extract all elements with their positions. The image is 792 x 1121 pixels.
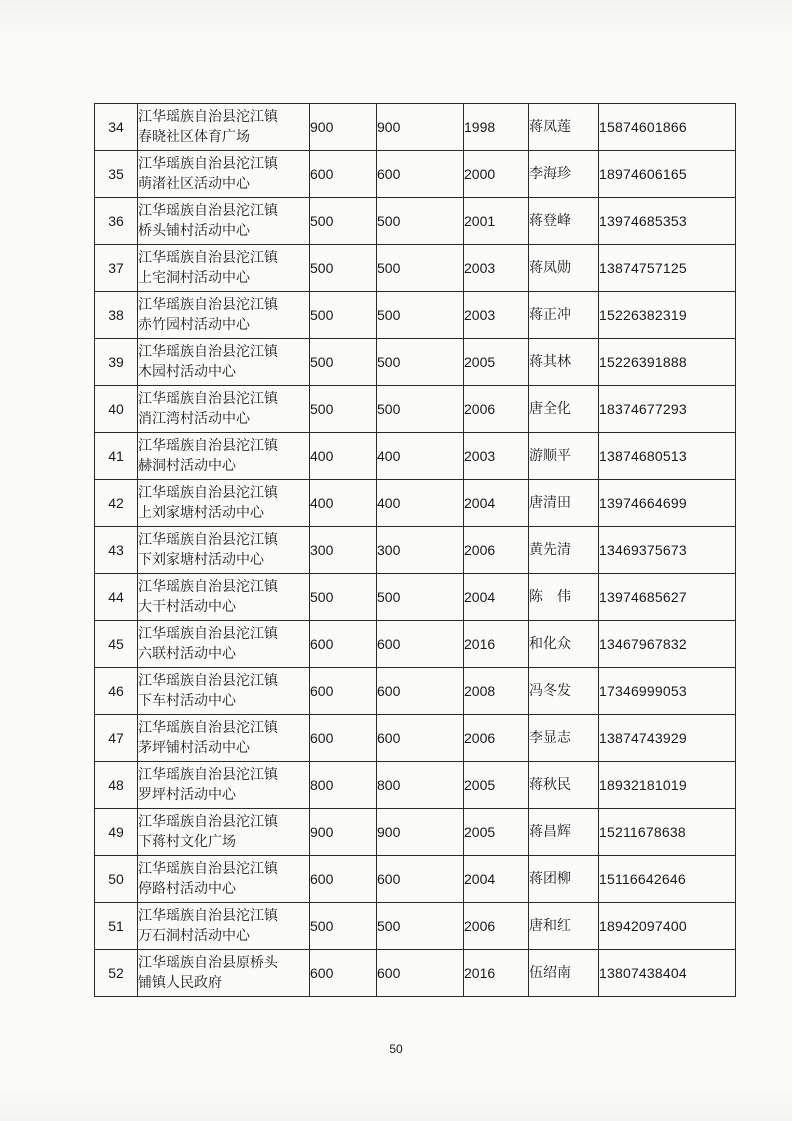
- value-1-cell: 300: [310, 527, 377, 574]
- facility-name-cell: [138, 104, 310, 151]
- row-number-cell: 50: [95, 856, 138, 903]
- row-number-cell: 45: [95, 621, 138, 668]
- value-1-cell: 600: [310, 621, 377, 668]
- value-1-cell: 900: [310, 104, 377, 151]
- contact-person-cell: 蒋正冲: [529, 292, 599, 339]
- value-2-cell: 400: [377, 433, 464, 480]
- year-cell: 2003: [464, 292, 529, 339]
- year-cell: 1998: [464, 104, 529, 151]
- row-number-cell: 40: [95, 386, 138, 433]
- facility-name-line-2: 铺镇人民政府: [138, 975, 222, 991]
- table-row: [95, 527, 736, 574]
- table-row: [95, 715, 736, 762]
- phone-cell: 17346999053: [599, 668, 736, 715]
- facility-name-line-2: 春晓社区体育广场: [138, 129, 250, 145]
- row-number-cell: 36: [95, 198, 138, 245]
- facility-name-cell: [138, 433, 310, 480]
- facility-name-line-1: 江华瑶族自治县原桥头: [138, 955, 278, 971]
- value-2-cell: 600: [377, 621, 464, 668]
- facility-name-line-1: 江华瑶族自治县沱江镇: [138, 109, 278, 125]
- contact-person-cell: 黄先清: [529, 527, 599, 574]
- phone-cell: 13874757125: [599, 245, 736, 292]
- value-1-cell: 800: [310, 762, 377, 809]
- value-2-cell: 600: [377, 151, 464, 198]
- phone-cell: 13974664699: [599, 480, 736, 527]
- value-1-cell: 400: [310, 480, 377, 527]
- value-2-cell: 400: [377, 480, 464, 527]
- row-number-cell: 44: [95, 574, 138, 621]
- phone-cell: 13874680513: [599, 433, 736, 480]
- facility-name-cell: [138, 621, 310, 668]
- row-number-cell: 51: [95, 903, 138, 950]
- table-row: [95, 950, 736, 997]
- phone-cell: 18932181019: [599, 762, 736, 809]
- value-1-cell: 500: [310, 198, 377, 245]
- facility-name-line-2: 万石洞村活动中心: [138, 928, 250, 944]
- page-number: 50: [389, 1042, 403, 1056]
- table-row: [95, 903, 736, 950]
- value-1-cell: 500: [310, 339, 377, 386]
- row-number-cell: 34: [95, 104, 138, 151]
- facility-name-cell: [138, 527, 310, 574]
- table-row: [95, 104, 736, 151]
- year-cell: 2001: [464, 198, 529, 245]
- table-row: [95, 292, 736, 339]
- facility-name-line-2: 停路村活动中心: [138, 881, 236, 897]
- phone-cell: 13974685627: [599, 574, 736, 621]
- value-2-cell: 600: [377, 715, 464, 762]
- row-number-cell: 47: [95, 715, 138, 762]
- value-1-cell: 900: [310, 809, 377, 856]
- contact-person-cell: 陈 伟: [529, 574, 599, 621]
- facility-name-line-2: 罗坪村活动中心: [138, 787, 236, 803]
- row-number-cell: 48: [95, 762, 138, 809]
- facility-name-cell: [138, 480, 310, 527]
- facility-name-cell: [138, 151, 310, 198]
- facility-name-cell: [138, 668, 310, 715]
- facility-name-line-1: 江华瑶族自治县沱江镇: [138, 344, 278, 360]
- value-2-cell: 500: [377, 386, 464, 433]
- contact-person-cell: 冯冬发: [529, 668, 599, 715]
- facility-name-cell: [138, 339, 310, 386]
- year-cell: 2016: [464, 950, 529, 997]
- value-2-cell: 600: [377, 856, 464, 903]
- facility-name-line-2: 上刘家塘村活动中心: [138, 505, 264, 521]
- facility-name-cell: [138, 245, 310, 292]
- table-row: [95, 856, 736, 903]
- table-row: [95, 480, 736, 527]
- phone-cell: 13874743929: [599, 715, 736, 762]
- year-cell: 2008: [464, 668, 529, 715]
- table-row: [95, 339, 736, 386]
- facility-name-line-2: 上宅洞村活动中心: [138, 270, 250, 286]
- table-row: [95, 621, 736, 668]
- contact-person-cell: 蒋凤莲: [529, 104, 599, 151]
- value-2-cell: 500: [377, 198, 464, 245]
- year-cell: 2004: [464, 480, 529, 527]
- value-2-cell: 300: [377, 527, 464, 574]
- facility-name-line-2: 下车村活动中心: [138, 693, 236, 709]
- table-row: [95, 198, 736, 245]
- value-1-cell: 600: [310, 715, 377, 762]
- facility-name-line-1: 江华瑶族自治县沱江镇: [138, 579, 278, 595]
- year-cell: 2004: [464, 574, 529, 621]
- table-row: [95, 574, 736, 621]
- facility-name-line-2: 六联村活动中心: [138, 646, 236, 662]
- value-1-cell: 600: [310, 151, 377, 198]
- facility-name-cell: [138, 903, 310, 950]
- phone-cell: 15211678638: [599, 809, 736, 856]
- value-2-cell: 600: [377, 668, 464, 715]
- value-1-cell: 600: [310, 668, 377, 715]
- row-number-cell: 37: [95, 245, 138, 292]
- phone-cell: 13467967832: [599, 621, 736, 668]
- row-number-cell: 41: [95, 433, 138, 480]
- value-2-cell: 500: [377, 339, 464, 386]
- table-row: [95, 762, 736, 809]
- row-number-cell: 46: [95, 668, 138, 715]
- facility-name-line-1: 江华瑶族自治县沱江镇: [138, 908, 278, 924]
- year-cell: 2006: [464, 903, 529, 950]
- phone-cell: 18974606165: [599, 151, 736, 198]
- contact-person-cell: 蒋昌辉: [529, 809, 599, 856]
- facility-name-line-1: 江华瑶族自治县沱江镇: [138, 720, 278, 736]
- phone-cell: 15226382319: [599, 292, 736, 339]
- facility-name-line-2: 赤竹园村活动中心: [138, 317, 250, 333]
- value-2-cell: 900: [377, 104, 464, 151]
- row-number-cell: 38: [95, 292, 138, 339]
- contact-person-cell: 和化众: [529, 621, 599, 668]
- facility-name-line-2: 木园村活动中心: [138, 364, 236, 380]
- contact-person-cell: 蒋凤勋: [529, 245, 599, 292]
- year-cell: 2016: [464, 621, 529, 668]
- facility-name-line-1: 江华瑶族自治县沱江镇: [138, 673, 278, 689]
- facility-name-line-2: 大干村活动中心: [138, 599, 236, 615]
- facility-name-line-2: 消江湾村活动中心: [138, 411, 250, 427]
- facility-name-line-1: 江华瑶族自治县沱江镇: [138, 391, 278, 407]
- contact-person-cell: 蒋登峰: [529, 198, 599, 245]
- facility-table: [94, 103, 736, 997]
- value-2-cell: 500: [377, 292, 464, 339]
- table-row: [95, 668, 736, 715]
- row-number-cell: 42: [95, 480, 138, 527]
- table-body: [95, 104, 736, 997]
- facility-name-cell: [138, 762, 310, 809]
- facility-name-line-1: 江华瑶族自治县沱江镇: [138, 485, 278, 501]
- year-cell: 2000: [464, 151, 529, 198]
- value-1-cell: 600: [310, 856, 377, 903]
- year-cell: 2005: [464, 809, 529, 856]
- year-cell: 2006: [464, 527, 529, 574]
- value-1-cell: 500: [310, 903, 377, 950]
- facility-name-cell: [138, 856, 310, 903]
- year-cell: 2003: [464, 433, 529, 480]
- facility-name-cell: [138, 386, 310, 433]
- value-1-cell: 500: [310, 574, 377, 621]
- facility-name-line-1: 江华瑶族自治县沱江镇: [138, 250, 278, 266]
- facility-name-line-1: 江华瑶族自治县沱江镇: [138, 297, 278, 313]
- table-row: [95, 151, 736, 198]
- value-2-cell: 800: [377, 762, 464, 809]
- facility-name-line-1: 江华瑶族自治县沱江镇: [138, 626, 278, 642]
- contact-person-cell: 唐清田: [529, 480, 599, 527]
- value-2-cell: 500: [377, 245, 464, 292]
- facility-name-line-2: 茅坪铺村活动中心: [138, 740, 250, 756]
- value-2-cell: 600: [377, 950, 464, 997]
- phone-cell: 18942097400: [599, 903, 736, 950]
- facility-name-line-1: 江华瑶族自治县沱江镇: [138, 767, 278, 783]
- table-row: [95, 433, 736, 480]
- phone-cell: 18374677293: [599, 386, 736, 433]
- contact-person-cell: 蒋团柳: [529, 856, 599, 903]
- contact-person-cell: 蒋其林: [529, 339, 599, 386]
- facility-name-line-2: 萌渚社区活动中心: [138, 176, 250, 192]
- row-number-cell: 52: [95, 950, 138, 997]
- facility-name-line-1: 江华瑶族自治县沱江镇: [138, 814, 278, 830]
- facility-name-line-2: 下刘家塘村活动中心: [138, 552, 264, 568]
- facility-name-line-2: 赫洞村活动中心: [138, 458, 236, 474]
- facility-name-cell: [138, 950, 310, 997]
- facility-name-line-2: 桥头铺村活动中心: [138, 223, 250, 239]
- year-cell: 2006: [464, 715, 529, 762]
- contact-person-cell: 伍绍南: [529, 950, 599, 997]
- phone-cell: 15226391888: [599, 339, 736, 386]
- facility-name-cell: [138, 292, 310, 339]
- facility-name-line-1: 江华瑶族自治县沱江镇: [138, 156, 278, 172]
- table-row: [95, 245, 736, 292]
- table-row: [95, 809, 736, 856]
- phone-cell: 15116642646: [599, 856, 736, 903]
- year-cell: 2003: [464, 245, 529, 292]
- facility-name-line-1: 江华瑶族自治县沱江镇: [138, 532, 278, 548]
- year-cell: 2005: [464, 339, 529, 386]
- facility-name-line-1: 江华瑶族自治县沱江镇: [138, 203, 278, 219]
- row-number-cell: 35: [95, 151, 138, 198]
- value-1-cell: 500: [310, 292, 377, 339]
- table-row: [95, 386, 736, 433]
- facility-name-line-1: 江华瑶族自治县沱江镇: [138, 861, 278, 877]
- row-number-cell: 39: [95, 339, 138, 386]
- phone-cell: 13974685353: [599, 198, 736, 245]
- contact-person-cell: 唐和红: [529, 903, 599, 950]
- row-number-cell: 43: [95, 527, 138, 574]
- value-1-cell: 600: [310, 950, 377, 997]
- year-cell: 2005: [464, 762, 529, 809]
- value-1-cell: 400: [310, 433, 377, 480]
- value-2-cell: 500: [377, 903, 464, 950]
- facility-name-cell: [138, 574, 310, 621]
- facility-name-line-1: 江华瑶族自治县沱江镇: [138, 438, 278, 454]
- facility-name-cell: [138, 809, 310, 856]
- value-1-cell: 500: [310, 386, 377, 433]
- contact-person-cell: 李显志: [529, 715, 599, 762]
- contact-person-cell: 李海珍: [529, 151, 599, 198]
- phone-cell: 13469375673: [599, 527, 736, 574]
- phone-cell: 13807438404: [599, 950, 736, 997]
- year-cell: 2004: [464, 856, 529, 903]
- contact-person-cell: 唐全化: [529, 386, 599, 433]
- facility-name-line-2: 下蒋村文化广场: [138, 834, 236, 850]
- contact-person-cell: 蒋秋民: [529, 762, 599, 809]
- value-2-cell: 500: [377, 574, 464, 621]
- value-1-cell: 500: [310, 245, 377, 292]
- phone-cell: 15874601866: [599, 104, 736, 151]
- facility-name-cell: [138, 198, 310, 245]
- year-cell: 2006: [464, 386, 529, 433]
- value-2-cell: 900: [377, 809, 464, 856]
- row-number-cell: 49: [95, 809, 138, 856]
- facility-name-cell: [138, 715, 310, 762]
- contact-person-cell: 游顺平: [529, 433, 599, 480]
